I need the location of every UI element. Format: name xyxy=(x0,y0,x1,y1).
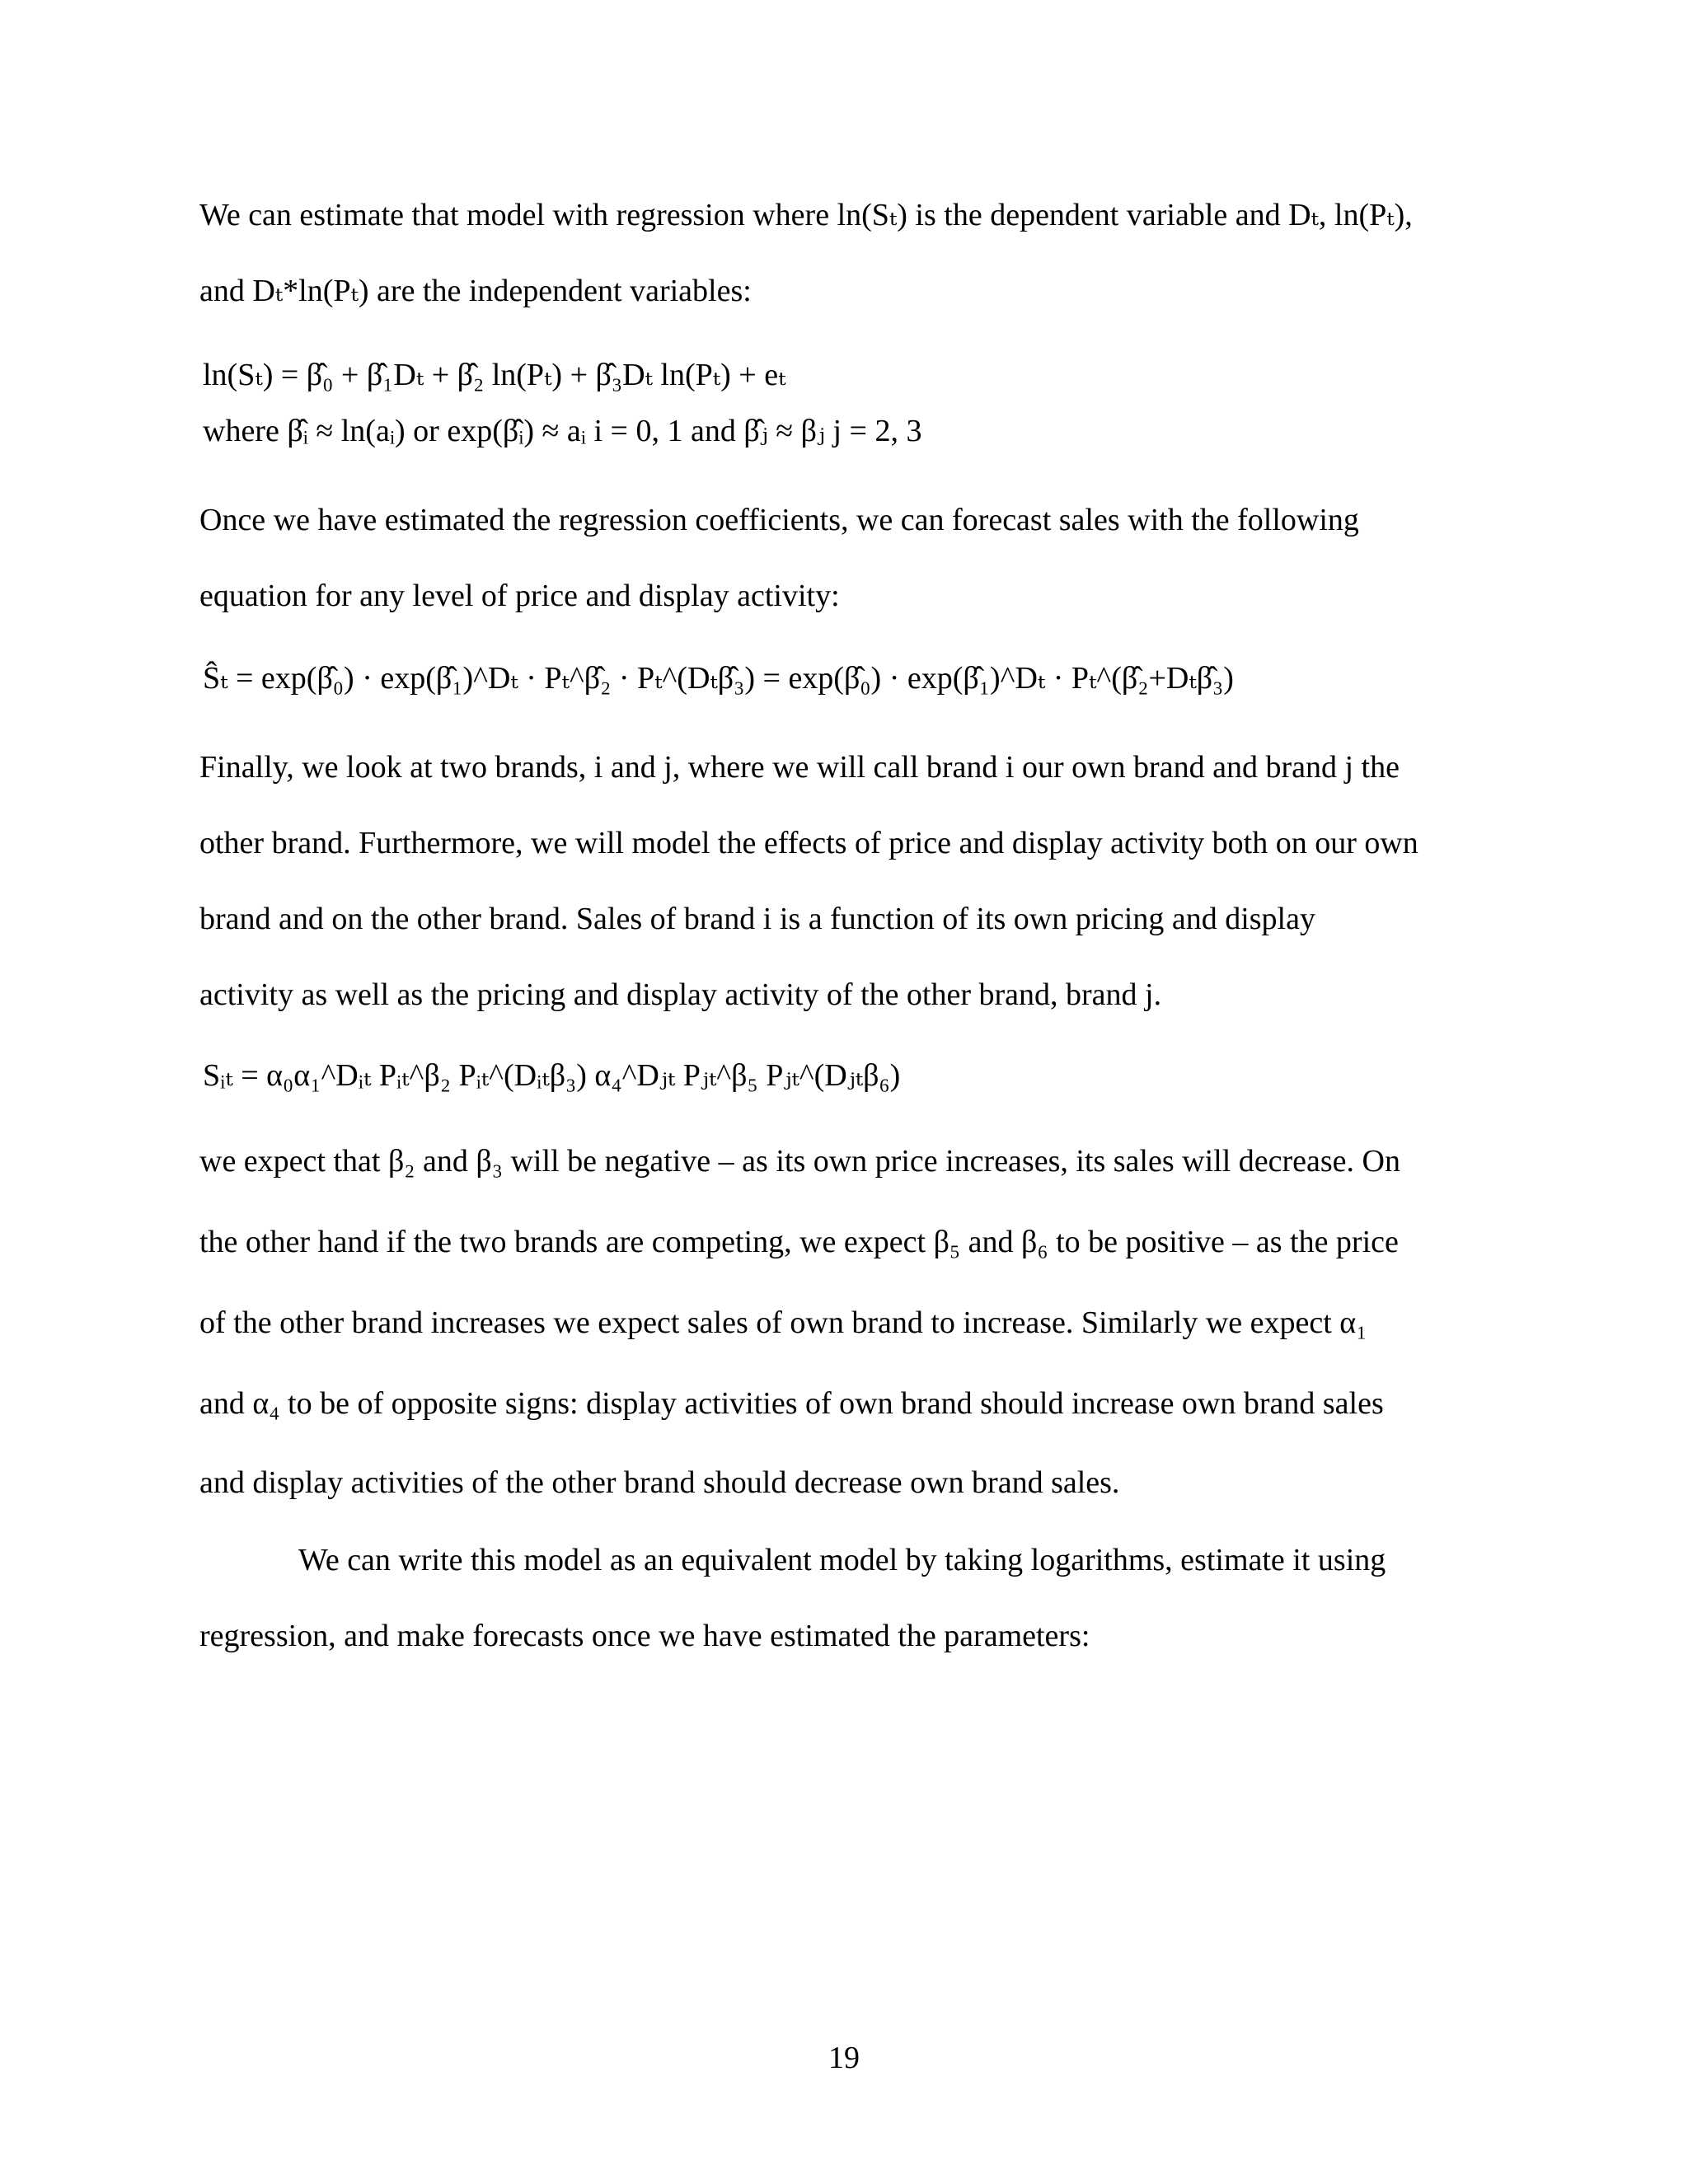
paragraph3-line3: brand and on the other brand. Sales of brand i is a function of its own pricing and display xyxy=(199,902,1315,936)
equation1-line2: where β̂ᵢ ≈ ln(aᵢ) or exp(β̂ᵢ) ≈ aᵢ i = 0, 1 and β̂ⱼ ≈ βⱼ j = 2, 3 xyxy=(203,414,922,448)
paragraph4-line4: and α₄ to be of opposite signs: display activities of own brand should increase own brand sales xyxy=(199,1386,1384,1421)
page-number: 19 xyxy=(828,2041,860,2075)
paragraph1-line2: and Dₜ*ln(Pₜ) are the independent variables: xyxy=(199,274,752,308)
equation3: Sᵢₜ = α₀α₁^Dᵢₜ Pᵢₜ^β₂ Pᵢₜ^(Dᵢₜβ₃) α₄^Dⱼₜ Pⱼₜ^β₅ Pⱼₜ^(Dⱼₜβ₆) xyxy=(203,1058,901,1093)
paragraph3-line2: other brand. Furthermore, we will model the effects of price and display activity both on our own xyxy=(199,826,1418,860)
paragraph4-line1: we expect that β₂ and β₃ will be negative – as its own price increases, its sales will decrease. On xyxy=(199,1144,1400,1179)
paragraph3-line1: Finally, we look at two brands, i and j, where we will call brand i our own brand and brand j the xyxy=(199,750,1400,785)
paragraph4-line5: and display activities of the other brand should decrease own brand sales. xyxy=(199,1465,1120,1500)
paragraph4-line3: of the other brand increases we expect sales of own brand to increase. Similarly we expect α₁ xyxy=(199,1305,1367,1340)
equation1-line1: ln(Sₜ) = β̂₀ + β̂₁Dₜ + β̂₂ ln(Pₜ) + β̂₃Dₜ ln(Pₜ) + eₜ xyxy=(203,358,786,392)
paragraph4-line2: the other hand if the two brands are competing, we expect β₅ and β₆ to be positive – as the price xyxy=(199,1225,1399,1259)
paragraph5-line2: regression, and make forecasts once we have estimated the parameters: xyxy=(199,1619,1090,1653)
paragraph1-line1: We can estimate that model with regression where ln(Sₜ) is the dependent variable and Dₜ, ln(Pₜ), xyxy=(199,198,1413,232)
equation2: Ŝₜ = exp(β̂₀) · exp(β̂₁)^Dₜ · Pₜ^β̂₂ · Pₜ^(Dₜβ̂₃) = exp(β̂₀) · exp(β̂₁)^Dₜ · Pₜ^(β̂₂+Dₜβ̂₃) xyxy=(203,661,1234,696)
paragraph3-line4: activity as well as the pricing and display activity of the other brand, brand j. xyxy=(199,977,1162,1012)
paragraph2-line1: Once we have estimated the regression coefficients, we can forecast sales with the following xyxy=(199,503,1359,537)
paragraph2-line2: equation for any level of price and display activity: xyxy=(199,579,840,613)
paragraph5-line1: We can write this model as an equivalent model by taking logarithms, estimate it using xyxy=(298,1543,1386,1577)
